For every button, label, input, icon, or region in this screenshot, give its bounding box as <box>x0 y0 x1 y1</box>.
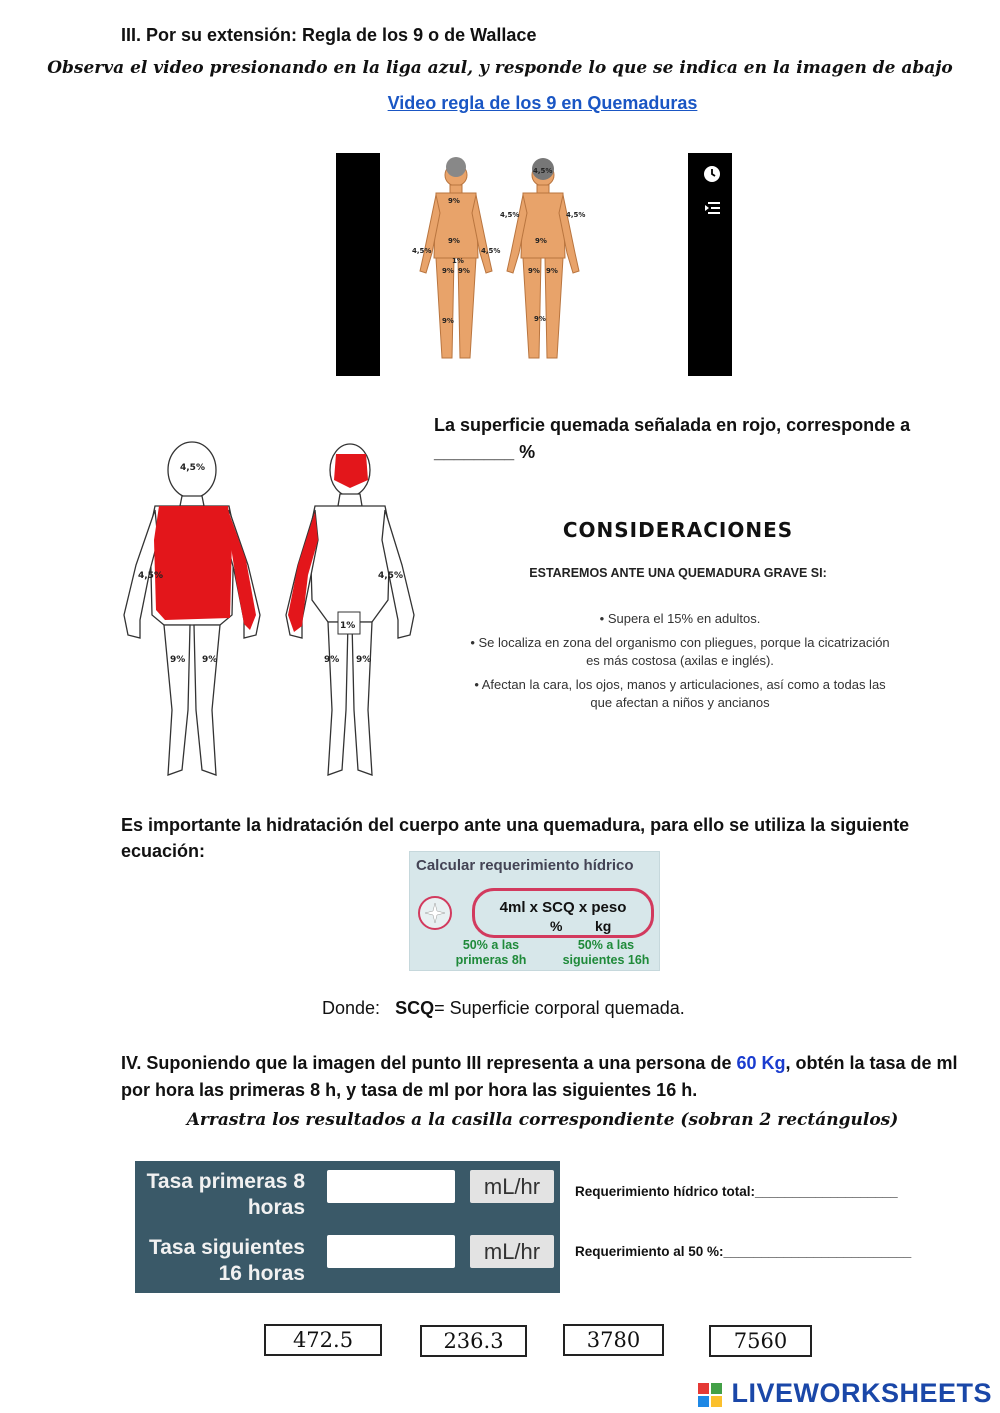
playlist-icon[interactable] <box>705 201 721 215</box>
liveworksheets-logo-icon <box>698 1383 722 1407</box>
section-title: III. Por su extensión: Regla de los 9 o de Wallace <box>121 25 537 45</box>
considerations-list <box>470 610 890 712</box>
video-link[interactable]: Video regla de los 9 en Quemaduras <box>387 93 698 113</box>
clock-icon[interactable] <box>703 165 721 183</box>
formula-unit-pct: % <box>550 918 563 934</box>
burn-question: La superficie quemada señalada en rojo, corresponde a ________ % <box>434 415 911 462</box>
video-label: 4,5% <box>481 247 501 255</box>
video-label: 9% <box>448 237 460 245</box>
formula-equation: 4ml x SCQ x peso <box>499 899 627 916</box>
video-label: 4,5% <box>533 167 553 175</box>
consideration-item: • Afectan la cara, los ojos, manos y articulaciones, así como a todas las que afectan a niños y ancianos <box>474 677 886 710</box>
consideration-item: • Supera el 15% en adultos. <box>599 611 761 626</box>
formula-card <box>409 851 660 971</box>
brand-wordmark: LIVEWORKSHEETS <box>731 1378 992 1408</box>
video-label: 9% <box>442 317 454 325</box>
video-label: 9% <box>546 267 558 275</box>
drag-instruction: Arrastra los resultados a la casilla correspondiente (sobran 2 rectángulos) <box>186 1110 899 1130</box>
formula-note-right: 50% a las siguientes 16h <box>562 938 650 967</box>
unit-label: mL/hr <box>470 1235 554 1268</box>
leg-label: 9% <box>202 655 218 665</box>
arm-label-right: 4,5% <box>378 571 403 581</box>
video-label: 4,5% <box>500 211 520 219</box>
row1-label: Tasa primeras 8 horas <box>146 1170 305 1219</box>
rate-panel <box>135 1161 560 1293</box>
drag-option[interactable]: 7560 <box>709 1325 812 1357</box>
drag-option[interactable]: 3780 <box>563 1324 664 1356</box>
video-label: 9% <box>528 267 540 275</box>
hydration-text: Es importante la hidratación del cuerpo ante una quemadura, para ello se utiliza la siguiente ecuación: <box>121 815 910 861</box>
arm-label-left: 4,5% <box>138 571 163 581</box>
formula-unit-kg: kg <box>595 918 612 934</box>
video-label: 9% <box>458 267 470 275</box>
video-label: 9% <box>442 267 454 275</box>
leg-label: 9% <box>324 655 340 665</box>
leg-label: 9% <box>356 655 372 665</box>
first-8h-drop-field[interactable] <box>327 1170 455 1203</box>
scq-definition: Donde: SCQ= Superficie corporal quemada. <box>322 998 685 1018</box>
video-label: 1% <box>452 257 464 265</box>
considerations-subtitle: ESTAREMOS ANTE UNA QUEMADURA GRAVE SI: <box>529 566 827 580</box>
video-label: 4,5% <box>566 211 586 219</box>
unit-label: mL/hr <box>470 1170 554 1203</box>
video-label: 9% <box>535 237 547 245</box>
video-label: 4,5% <box>412 247 432 255</box>
video-label: 9% <box>448 197 460 205</box>
video-label: 9% <box>534 315 546 323</box>
considerations-title: CONSIDERACIONES <box>562 518 794 542</box>
genital-label: 1% <box>340 621 356 631</box>
formula-note-left: 50% a las primeras 8h <box>455 938 527 967</box>
row2-label: Tasa siguientes 16 horas <box>148 1236 305 1285</box>
leg-label: 9% <box>170 655 186 665</box>
next-16h-drop-field[interactable] <box>327 1235 455 1268</box>
video-instruction: Observa el video presionando en la liga azul, y responde lo que se indica en la imagen de abajo <box>47 58 953 78</box>
drag-option[interactable]: 236.3 <box>420 1325 527 1357</box>
rule-of-nines-photo <box>336 153 732 376</box>
video-thumbnail[interactable] <box>336 153 732 376</box>
drag-option[interactable]: 472.5 <box>264 1324 382 1356</box>
formula-title: Calcular requerimiento hídrico <box>416 857 634 874</box>
burn-body-diagram <box>110 440 420 785</box>
consideration-item: • Se localiza en zona del organismo con pliegues, porque la cicatrización es más costosa (axilas e inglés). <box>470 635 890 668</box>
sparkle-icon <box>418 896 452 930</box>
head-label: 4,5% <box>180 463 205 473</box>
section4-text: IV. Suponiendo que la imagen del punto III representa a una persona de 60 Kg, obtén la tasa de ml por hora las primeras 8 h, y tasa de ml por hora las siguientes 16 h. <box>121 1053 958 1100</box>
total-requirement-label: Requerimiento hídrico total:___________________ <box>575 1184 898 1199</box>
half-requirement-label: Requerimiento al 50 %:_________________________ <box>575 1244 912 1259</box>
